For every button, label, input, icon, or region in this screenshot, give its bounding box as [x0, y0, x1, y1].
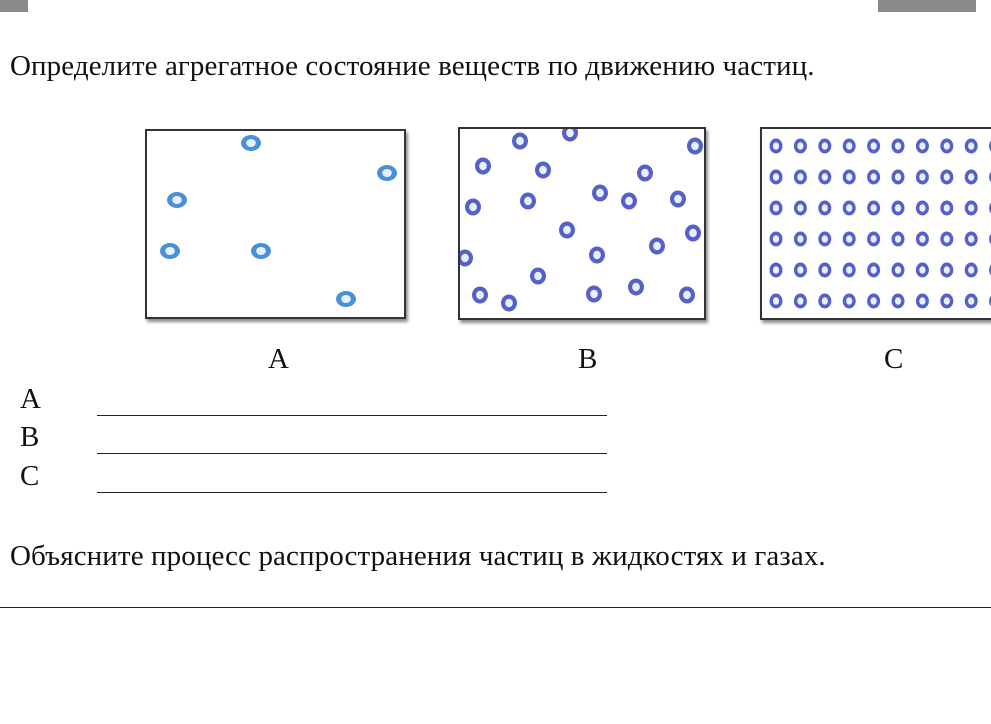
figure-a-particles: [147, 131, 404, 317]
particle-c: [818, 294, 831, 309]
figure-b-caption: B: [578, 343, 598, 375]
particle-c: [892, 201, 905, 216]
particle-c: [770, 232, 783, 247]
particle-b: [628, 279, 644, 296]
particle-c: [818, 170, 831, 185]
particle-c: [940, 201, 953, 216]
particle-b: [637, 165, 653, 182]
figure-c-particles: [762, 129, 991, 318]
answer-label-b: B: [20, 421, 40, 453]
particle-c: [818, 232, 831, 247]
particle-c: [916, 294, 929, 309]
figure-b-liquid: [458, 127, 706, 320]
particle-b: [559, 222, 575, 239]
particle-b: [530, 268, 546, 285]
particle-b: [589, 247, 605, 264]
figure-a-gas: [145, 129, 406, 319]
particle-c: [843, 263, 856, 278]
particle-c: [843, 139, 856, 154]
particle-c: [867, 139, 880, 154]
particle-c: [916, 201, 929, 216]
particle-c: [794, 263, 807, 278]
particle-b: [472, 287, 488, 304]
particle-b: [592, 185, 608, 202]
particle-c: [867, 232, 880, 247]
figure-b-particles: [460, 129, 704, 318]
particle-c: [794, 170, 807, 185]
particle-b: [649, 238, 665, 255]
particle-c: [916, 139, 929, 154]
particle-b: [679, 287, 695, 304]
particle-c: [770, 170, 783, 185]
particle-b: [562, 129, 578, 142]
particle-b: [465, 199, 481, 216]
particle-c: [843, 201, 856, 216]
particle-b: [475, 158, 491, 175]
particle-c: [843, 232, 856, 247]
particle-c: [965, 170, 978, 185]
particle-c: [794, 201, 807, 216]
particle-c: [867, 201, 880, 216]
particle-c: [892, 139, 905, 154]
particle-c: [892, 232, 905, 247]
particle-b: [501, 295, 517, 312]
particle-a: [251, 243, 271, 259]
answer-label-c: C: [20, 460, 40, 492]
particle-a: [377, 165, 397, 181]
figure-c-solid: [760, 127, 991, 320]
particle-b: [685, 225, 701, 242]
particle-c: [843, 170, 856, 185]
particle-c: [794, 294, 807, 309]
answer-line-a[interactable]: [97, 415, 607, 416]
particle-c: [965, 263, 978, 278]
particle-c: [770, 201, 783, 216]
particle-c: [794, 139, 807, 154]
particle-c: [867, 263, 880, 278]
figure-a-caption: A: [268, 343, 289, 375]
particle-c: [940, 170, 953, 185]
top-right-bar: [878, 0, 976, 12]
particle-c: [892, 170, 905, 185]
particle-c: [916, 263, 929, 278]
particle-c: [940, 294, 953, 309]
particle-b: [460, 250, 473, 267]
answer-label-a: A: [20, 383, 41, 415]
particle-c: [940, 263, 953, 278]
particle-c: [770, 263, 783, 278]
particle-c: [770, 139, 783, 154]
particle-c: [770, 294, 783, 309]
particle-c: [916, 170, 929, 185]
particle-b: [621, 193, 637, 210]
answer-line-b[interactable]: [97, 453, 607, 454]
question-2-text: Объясните процесс распространения частиц в жидкостях и газах.: [10, 540, 826, 572]
particle-b: [687, 138, 703, 155]
particle-c: [940, 139, 953, 154]
particle-c: [965, 294, 978, 309]
answer-line-c[interactable]: [97, 492, 607, 493]
particle-c: [892, 263, 905, 278]
particle-c: [867, 294, 880, 309]
particle-b: [512, 133, 528, 150]
particle-a: [241, 135, 261, 151]
particle-b: [670, 191, 686, 208]
particle-c: [867, 170, 880, 185]
particle-c: [965, 201, 978, 216]
figure-c-caption: C: [884, 343, 904, 375]
particle-a: [167, 192, 187, 208]
particle-c: [818, 263, 831, 278]
answer-line-explanation[interactable]: [0, 607, 991, 608]
particle-c: [818, 139, 831, 154]
particle-c: [940, 232, 953, 247]
particle-c: [794, 232, 807, 247]
top-left-bar: [0, 0, 28, 12]
particle-a: [336, 291, 356, 307]
particle-c: [843, 294, 856, 309]
question-1-text: Определите агрегатное состояние веществ по движению частиц.: [10, 50, 815, 82]
particle-b: [535, 162, 551, 179]
particle-c: [965, 232, 978, 247]
particle-b: [520, 193, 536, 210]
particle-b: [586, 286, 602, 303]
particle-c: [965, 139, 978, 154]
particle-c: [892, 294, 905, 309]
particle-a: [160, 243, 180, 259]
particle-c: [916, 232, 929, 247]
particle-c: [818, 201, 831, 216]
